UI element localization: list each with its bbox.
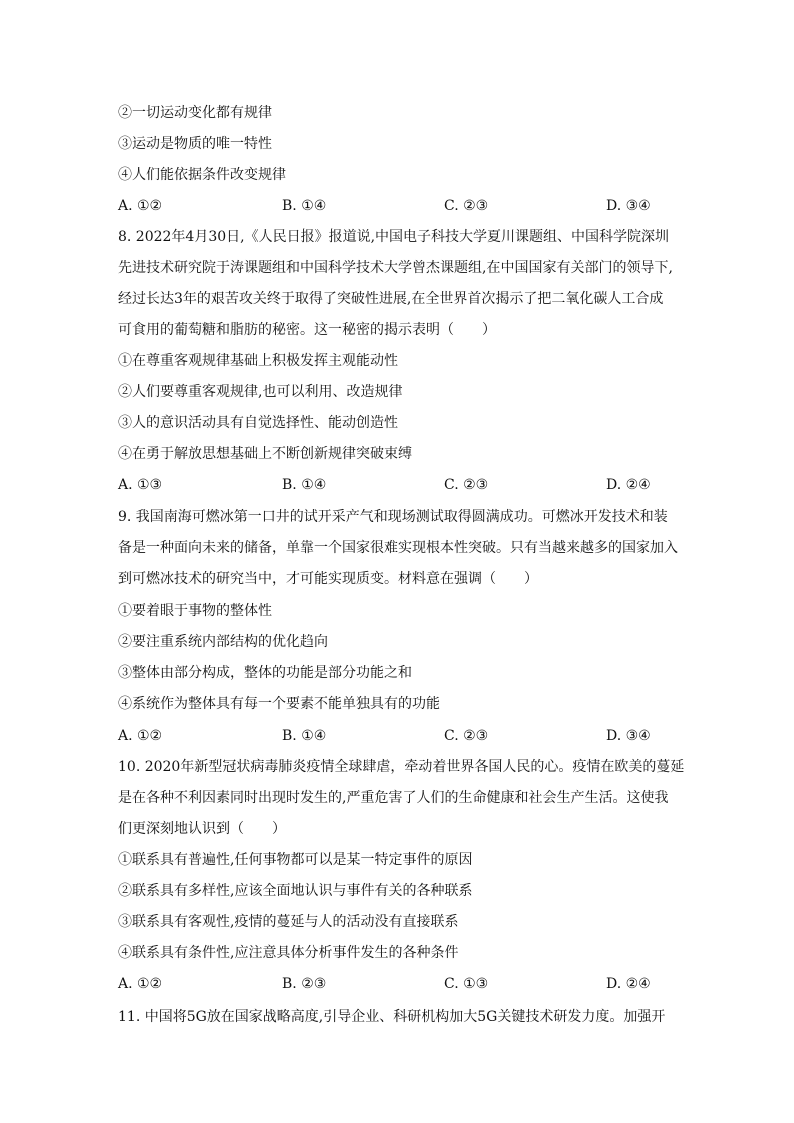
q9-stem-line-3: 到可燃冰技术的研究当中，才可能实现质变。材料意在强调（ ） [118, 571, 538, 587]
q8-option-d: D. ②④ [606, 477, 651, 493]
q10-option-d: D. ②④ [606, 976, 651, 992]
q10-statement-3: ③联系具有客观性,疫情的蔓延与人的活动没有直接联系 [118, 914, 459, 930]
q7-option-c: C. ②③ [444, 198, 489, 214]
q9-statement-3: ③整体由部分构成，整体的功能是部分功能之和 [118, 665, 412, 681]
q10-stem-line-2: 是在各种不利因素同时出现时发生的,严重危害了人们的生命健康和社会生产生活。这使我 [118, 790, 669, 806]
q7-option-d: D. ③④ [606, 198, 651, 214]
q8-option-b: B. ①④ [282, 477, 327, 493]
q9-statement-4: ④系统作为整体具有每一个要素不能单独具有的功能 [118, 696, 440, 712]
q7-statement-3: ③运动是物质的唯一特性 [118, 136, 272, 152]
q8-option-a: A. ①③ [118, 477, 163, 493]
q7-option-b: B. ①④ [282, 198, 327, 214]
q10-statement-4: ④联系具有条件性,应注意具体分析事件发生的各种条件 [118, 945, 459, 961]
q8-option-c: C. ②③ [444, 477, 489, 493]
q10-option-b: B. ②③ [282, 976, 327, 992]
q10-option-a: A. ①② [118, 976, 163, 992]
q8-statement-2: ②人们要尊重客观规律,也可以利用、改造规律 [118, 384, 403, 400]
q10-options [118, 974, 678, 994]
q10-stem-line-3: 们更深刻地认识到（ ） [118, 821, 286, 837]
q8-statement-4: ④在勇于解放思想基础上不断创新规律突破束缚 [118, 446, 412, 462]
q9-options [118, 726, 678, 746]
q8-stem-line-4: 可食用的葡萄糖和脂肪的秘密。这一秘密的揭示表明（ ） [118, 322, 496, 338]
q7-statement-2: ②一切运动变化都有规律 [118, 105, 272, 121]
q9-option-d: D. ③④ [606, 728, 651, 744]
q7-options [118, 196, 678, 216]
q7-option-a: A. ①② [118, 198, 163, 214]
q8-options [118, 475, 678, 495]
q10-statement-1: ①联系具有普遍性,任何事物都可以是某一特定事件的原因 [118, 852, 473, 868]
q7-statement-4: ④人们能依据条件改变规律 [118, 167, 286, 183]
q11-stem-line-1: 11. 中国将5G放在国家战略高度,引导企业、科研机构加大5G关键技术研发力度。加强开 [118, 1009, 666, 1025]
q9-option-a: A. ①② [118, 728, 163, 744]
q8-statement-3: ③人的意识活动具有自觉选择性、能动创造性 [118, 415, 398, 431]
q9-stem-line-1: 9. 我国南海可燃冰第一口井的试开采产气和现场测试取得圆满成功。可燃冰开发技术和装 [118, 509, 668, 525]
q9-option-b: B. ①④ [282, 728, 327, 744]
q10-statement-2: ②联系具有多样性,应该全面地认识与事件有关的各种联系 [118, 883, 473, 899]
q9-statement-1: ①要着眼于事物的整体性 [118, 603, 272, 619]
q8-stem-line-1: 8. 2022年4月30日,《人民日报》报道说,中国电子科技大学夏川课题组、中国科学院深圳 [118, 229, 670, 245]
q9-stem-line-2: 备是一种面向未来的储备，单靠一个国家很难实现根本性突破。只有当越来越多的国家加入 [118, 540, 678, 556]
q8-statement-1: ①在尊重客观规律基础上积极发挥主观能动性 [118, 353, 398, 369]
q8-stem-line-2: 先进技术研究院于涛课题组和中国科学技术大学曾杰课题组,在中国国家有关部门的领导下, [118, 260, 673, 276]
q8-stem-line-3: 经过长达3年的艰苦攻关终于取得了突破性进展,在全世界首次揭示了把二氧化碳人工合成 [118, 291, 664, 307]
q9-statement-2: ②要注重系统内部结构的优化趋向 [118, 634, 328, 650]
q10-stem-line-1: 10. 2020年新型冠状病毒肺炎疫情全球肆虐，牵动着世界各国人民的心。疫情在欧美的蔓延 [118, 759, 685, 775]
q9-option-c: C. ②③ [444, 728, 489, 744]
q10-option-c: C. ①③ [444, 976, 489, 992]
